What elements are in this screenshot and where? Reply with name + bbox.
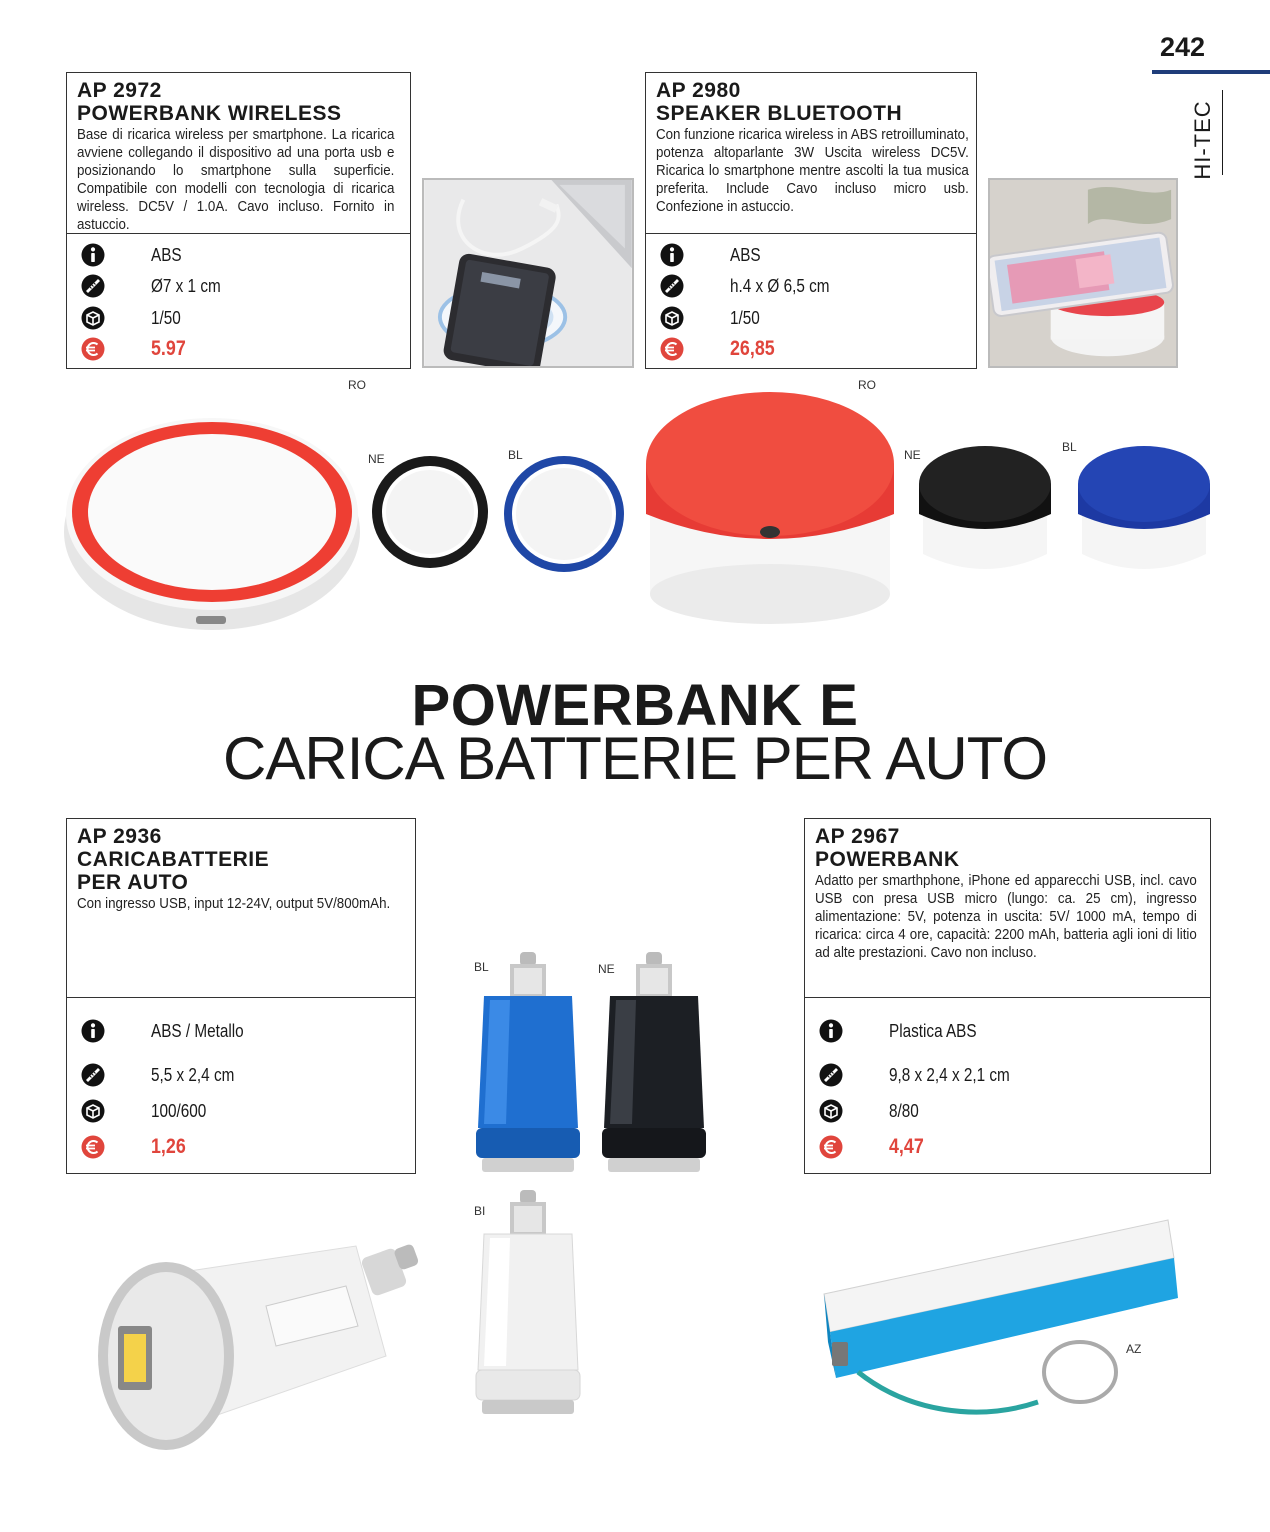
ruler-icon: [81, 274, 105, 298]
product-description: Con funzione ricarica wireless in ABS retroilluminato, potenza altoparlante 3W Uscita wireless DC5V. Ricarica lo smartphone mentre ascolti la tua musica preferita. Include Cavo incluso micro usb. Confezione in astuccio.: [656, 127, 969, 215]
section-rule: [1222, 90, 1223, 175]
info-icon: [81, 243, 105, 267]
price-value: 4,47: [889, 1135, 924, 1158]
product-image-speaker-black: [915, 444, 1055, 576]
product-name: POWERBANK: [815, 848, 960, 871]
euro-icon: [660, 337, 684, 361]
product-card-ap2972: [66, 72, 411, 369]
photo-wireless-charger-phone: [422, 178, 634, 368]
product-image-car-charger-blue: [470, 948, 586, 1180]
headline-line1: POWERBANK E: [411, 673, 859, 738]
color-label-bl: BL: [474, 960, 489, 974]
product-name-line2: PER AUTO: [77, 871, 189, 894]
euro-icon: [81, 1135, 105, 1159]
packaging-value: 8/80: [889, 1100, 919, 1121]
product-image-car-charger-black: [596, 948, 712, 1180]
box-icon: [819, 1099, 843, 1123]
product-description: Adatto per smarthphone, iPhone ed apparecchi USB, incl. cavo USB con presa USB micro (lungo: ca. 25 cm), ingresso alimentazione: 5V, potenza in uscita: 5V/ 1000 mA, tempo di ricarica: circa 4 ore, capacità: 2200 mAh, batteria agli ioni di litio ad alte prestazioni. Cavo non incluso.: [815, 873, 1197, 961]
size-value: 5,5 x 2,4 cm: [151, 1064, 235, 1085]
info-icon: [81, 1019, 105, 1043]
size-value: 9,8 x 2,4 x 2,1 cm: [889, 1064, 1010, 1085]
headline-line2: CARICA BATTERIE PER AUTO: [223, 725, 1047, 792]
color-label-bl: BL: [1062, 440, 1077, 454]
size-value: Ø7 x 1 cm: [151, 275, 221, 296]
product-image-car-charger-white: [470, 1186, 586, 1422]
product-card-ap2936: [66, 818, 416, 1174]
box-icon: [81, 306, 105, 330]
price-value: 5.97: [151, 337, 186, 360]
euro-icon: [819, 1135, 843, 1159]
material-value: ABS: [730, 244, 761, 265]
section-tab: [1186, 90, 1220, 190]
info-icon: [819, 1019, 843, 1043]
packaging-value: 1/50: [730, 307, 760, 328]
product-image-wireless-pad-red: [62, 402, 362, 632]
product-description: Base di ricarica wireless per smartphone. La ricarica avviene collegando il dispositivo ad una porta usb e posizionando lo smartphone sulla superficie. Compatibile con modelli con tecnologia di ricarica wireless. DC5V / 1.0A. Cavo incluso. Fornito in astuccio.: [77, 127, 395, 233]
page-number: 242: [1160, 32, 1206, 62]
section-label: HI-TEC: [1190, 100, 1215, 180]
product-image-wireless-pad-blue: [500, 452, 628, 576]
photo-speaker-phone: [988, 178, 1178, 368]
material-value: Plastica ABS: [889, 1020, 977, 1041]
color-label-ro: RO: [348, 378, 366, 392]
product-code: AP 2980: [656, 79, 741, 102]
price-value: 1,26: [151, 1135, 186, 1158]
ruler-icon: [819, 1063, 843, 1087]
packaging-value: 100/600: [151, 1100, 207, 1121]
material-value: ABS / Metallo: [151, 1020, 244, 1041]
product-card-ap2980: [645, 72, 977, 369]
product-name-line1: CARICABATTERIE: [77, 848, 270, 871]
info-icon: [660, 243, 684, 267]
product-description: Con ingresso USB, input 12-24V, output 5V/800mAh.: [77, 896, 391, 912]
product-image-car-charger-usb: [96, 1226, 428, 1458]
product-code: AP 2972: [77, 79, 162, 102]
ruler-icon: [81, 1063, 105, 1087]
box-icon: [660, 306, 684, 330]
euro-icon: [81, 337, 105, 361]
product-card-ap2967: [804, 818, 1211, 1174]
product-code: AP 2936: [77, 825, 162, 848]
product-image-wireless-pad-black: [368, 452, 492, 572]
product-image-powerbank-blue: [818, 1212, 1178, 1444]
color-label-ne: NE: [904, 448, 921, 462]
price-value: 26,85: [730, 337, 775, 360]
box-icon: [81, 1099, 105, 1123]
product-name: SPEAKER BLUETOOTH: [656, 102, 903, 125]
ruler-icon: [660, 274, 684, 298]
color-label-bi: BI: [474, 1204, 486, 1218]
color-label-az: AZ: [1126, 1342, 1142, 1356]
product-name: POWERBANK WIRELESS: [77, 102, 342, 125]
material-value: ABS: [151, 244, 182, 265]
color-label-ne: NE: [368, 452, 385, 466]
size-value: h.4 x Ø 6,5 cm: [730, 275, 830, 296]
product-image-speaker-red: [642, 384, 898, 638]
page-number-rule: [1152, 70, 1270, 74]
color-label-ne: NE: [598, 962, 615, 976]
color-label-ro: RO: [858, 378, 876, 392]
product-image-speaker-blue: [1074, 444, 1214, 576]
packaging-value: 1/50: [151, 307, 181, 328]
product-code: AP 2967: [815, 825, 900, 848]
color-label-bl: BL: [508, 448, 523, 462]
